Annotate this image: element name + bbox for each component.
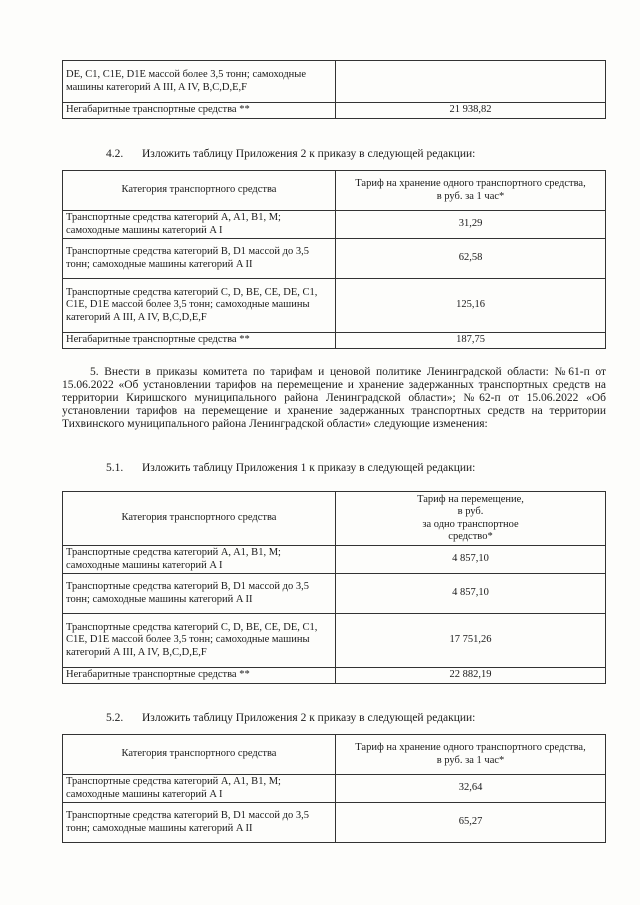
header-tariff-line: Тариф на хранение одного транспортного средства, (355, 742, 586, 753)
tariff-table-5-2 (62, 734, 606, 843)
header-tariff (336, 492, 606, 546)
header-tariff-line: за одно транспортное средство* (422, 518, 519, 542)
header-tariff-line: в руб. (457, 506, 484, 517)
category-cell: Транспортные средства категорий B, D1 массой до 3,5 тонн; самоходные машины категорий A II (63, 574, 336, 614)
header-tariff-line: Тариф на хранение одного транспортного средства, (355, 178, 586, 189)
value-cell: 4 857,10 (336, 574, 606, 614)
table-header-row (63, 171, 606, 211)
category-cell: Транспортные средства категорий C, D, BE, CE, DE, C1, C1E, D1E массой более 3,5 тонн; самоходные машины категорий A III, A IV, B,C,D,E,F (63, 279, 336, 333)
section-heading-5-2 (106, 712, 475, 725)
category-cell: Транспортные средства категорий A, A1, B1, M; самоходные машины категорий A I (63, 211, 336, 239)
category-cell: Транспортные средства категорий A, A1, B1, M; самоходные машины категорий A I (63, 546, 336, 574)
table-row (63, 775, 606, 803)
table-row (63, 279, 606, 333)
header-tariff-line: Тариф на перемещение, (417, 493, 524, 505)
table-row (63, 803, 606, 843)
table-row (63, 103, 606, 119)
tariff-table-4-2 (62, 170, 606, 349)
value-cell (336, 61, 606, 103)
value-cell: 21 938,82 (336, 103, 606, 119)
header-tariff (336, 735, 606, 775)
value-cell: 17 751,26 (336, 614, 606, 668)
category-cell: Негабаритные транспортные средства ** (63, 333, 336, 349)
table-row (63, 668, 606, 684)
header-category: Категория транспортного средства (63, 735, 336, 775)
category-cell: Негабаритные транспортные средства ** (63, 668, 336, 684)
category-cell: Транспортные средства категорий B, D1 массой до 3,5 тонн; самоходные машины категорий A II (63, 803, 336, 843)
value-cell: 32,64 (336, 775, 606, 803)
header-tariff-line: в руб. за 1 час* (436, 754, 505, 766)
table-row (63, 61, 606, 103)
category-cell: Транспортные средства категорий C, D, BE, CE, DE, C1, C1E, D1E массой более 3,5 тонн; самоходные машины категорий A III, A IV, B,C,D,E,F (63, 614, 336, 668)
section-number: 5.1. (106, 462, 124, 474)
value-cell: 31,29 (336, 211, 606, 239)
section-5-paragraph: 5. Внести в приказы комитета по тарифам и ценовой политике Ленинградской области: №61-п от 15.06.2022 «Об установлении тарифов на перемещение и хранение задержанных транспортных средств на территории Киришского муниципального района Ленинградской области»; №62-п от 15.06.2022 «Об установлении тарифов на перемещение и хранение задержанных транспортных средств на территории Тихвинского муниципального района Ленинградской области» следующие изменения: (62, 366, 606, 430)
table-header-row (63, 492, 606, 546)
tariff-table-5-1 (62, 491, 606, 684)
table-row (63, 239, 606, 279)
value-cell: 4 857,10 (336, 546, 606, 574)
category-cell: Транспортные средства категорий B, D1 массой до 3,5 тонн; самоходные машины категорий A II (63, 239, 336, 279)
value-cell: 22 882,19 (336, 668, 606, 684)
value-cell: 125,16 (336, 279, 606, 333)
section-number: 4.2. (106, 148, 124, 160)
table-row (63, 211, 606, 239)
table-row (63, 574, 606, 614)
category-cell: Транспортные средства категорий A, A1, B1, M; самоходные машины категорий A I (63, 775, 336, 803)
section-text: Изложить таблицу Приложения 1 к приказу в следующей редакции: (142, 462, 476, 474)
category-cell: Негабаритные транспортные средства ** (63, 103, 336, 119)
section-heading-5-1 (106, 462, 475, 475)
table-row (63, 333, 606, 349)
header-tariff (336, 171, 606, 211)
header-category: Категория транспортного средства (63, 492, 336, 546)
header-tariff-line: в руб. за 1 час* (436, 190, 505, 202)
section-text: Изложить таблицу Приложения 2 к приказу в следующей редакции: (142, 148, 476, 160)
tariff-table-continued (62, 60, 606, 119)
table-header-row (63, 735, 606, 775)
value-cell: 65,27 (336, 803, 606, 843)
section-text: Изложить таблицу Приложения 2 к приказу в следующей редакции: (142, 712, 476, 724)
value-cell: 187,75 (336, 333, 606, 349)
category-cell: DE, C1, C1E, D1E массой более 3,5 тонн; самоходные машины категорий A III, A IV, B,C,D,E,F (63, 61, 336, 103)
section-heading-4-2 (106, 148, 475, 161)
section-number: 5.2. (106, 712, 124, 724)
header-category: Категория транспортного средства (63, 171, 336, 211)
value-cell: 62,58 (336, 239, 606, 279)
table-row (63, 546, 606, 574)
table-row (63, 614, 606, 668)
